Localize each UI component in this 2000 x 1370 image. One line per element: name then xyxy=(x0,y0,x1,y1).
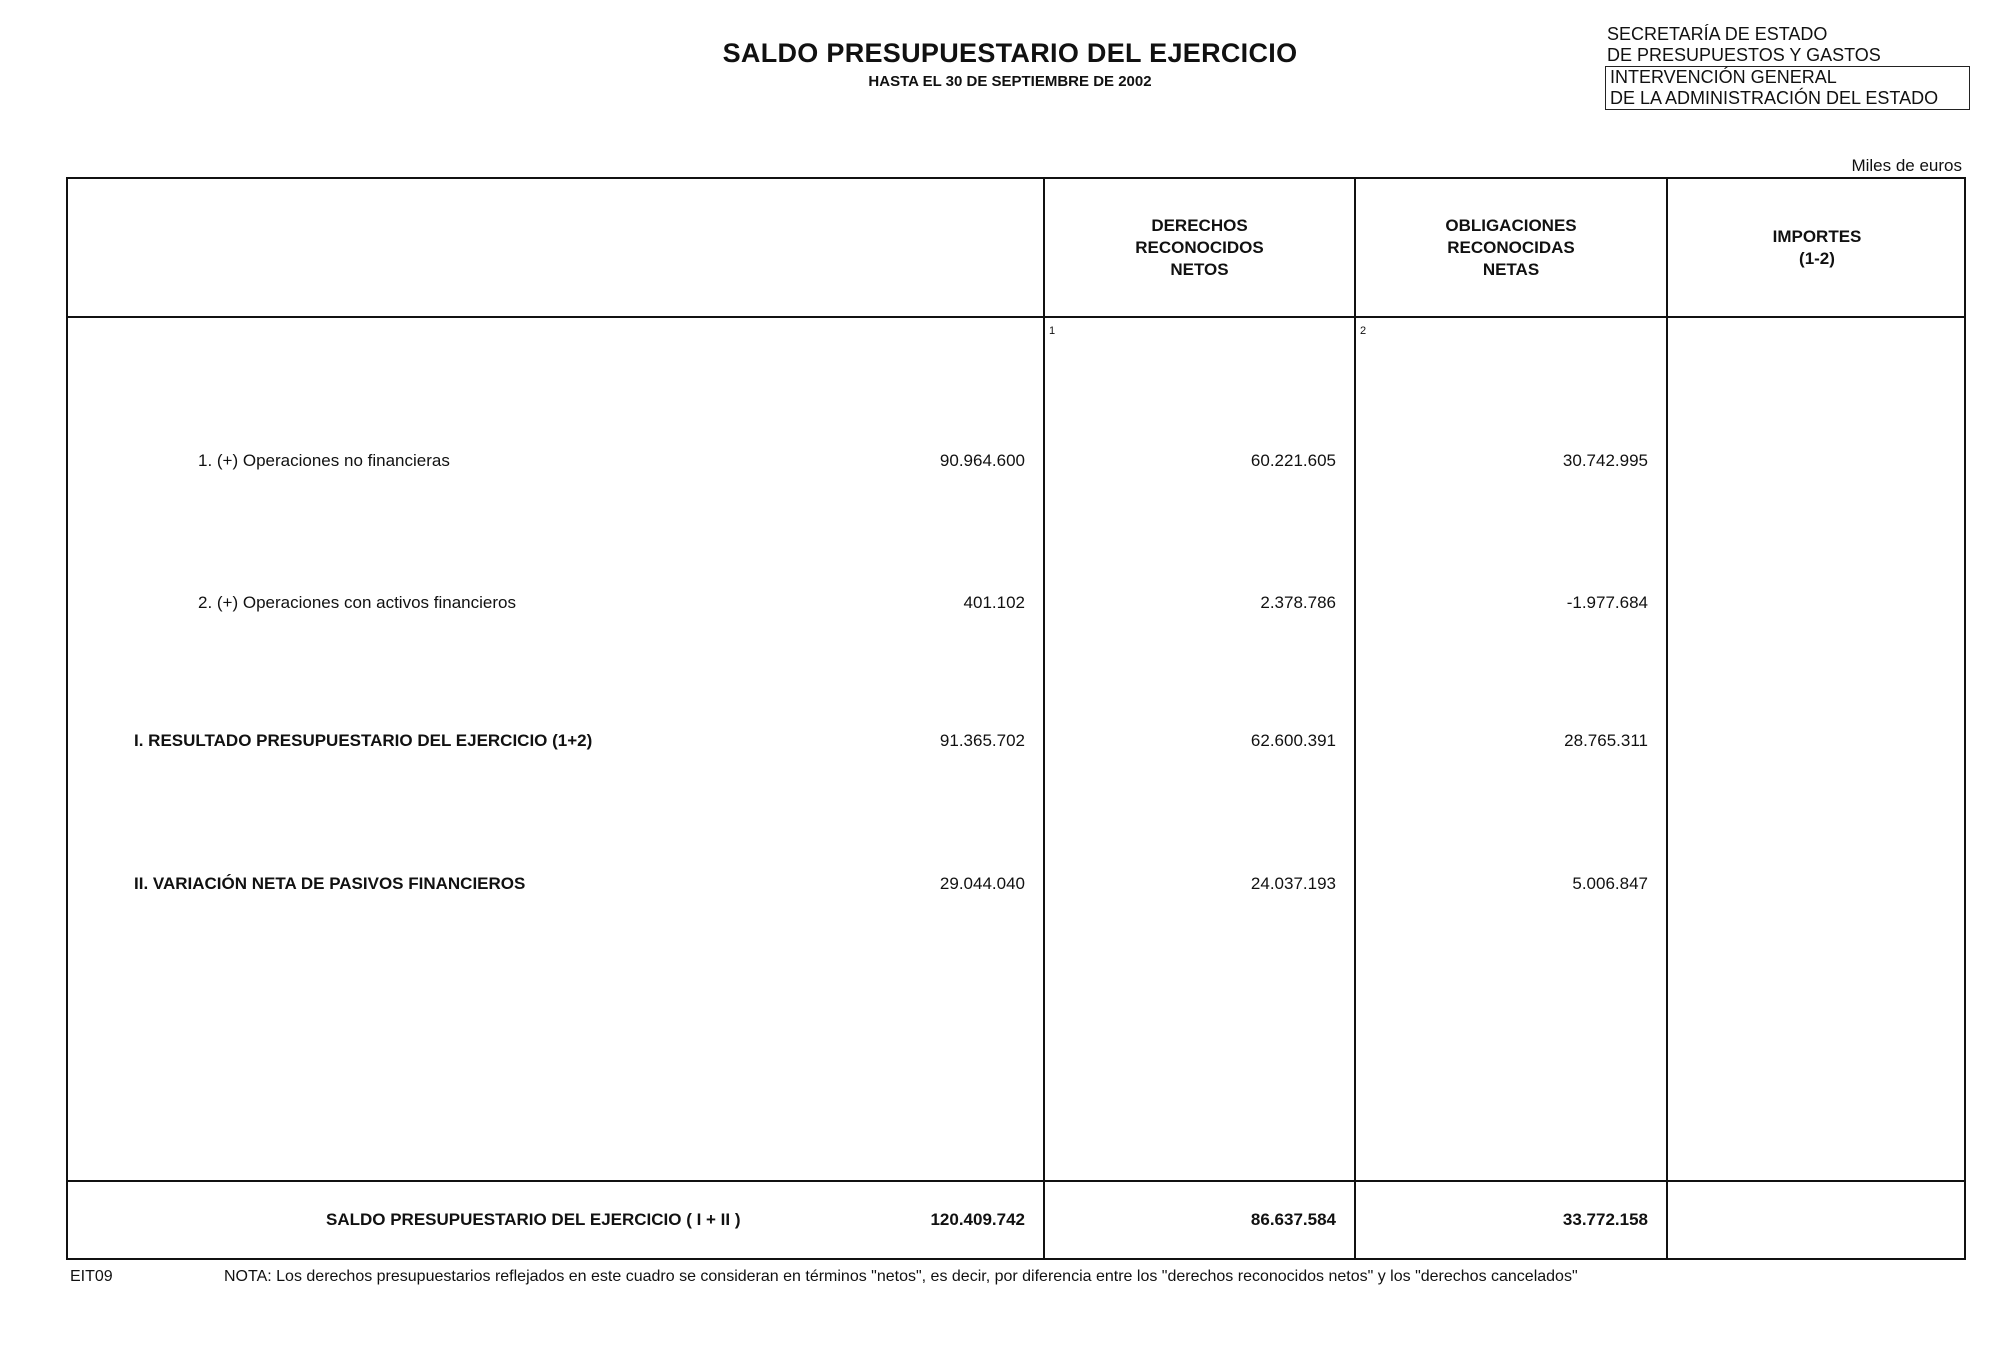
table-cell: 90.964.600 xyxy=(939,451,1025,470)
page-title: SALDO PRESUPUESTARIO DEL EJERCICIO xyxy=(722,38,1298,68)
total-label: SALDO PRESUPUESTARIO DEL EJERCICIO ( I + II ) xyxy=(326,1210,741,1229)
table-cell: 28.765.311 xyxy=(1564,731,1648,750)
col-header-line: RECONOCIDOS xyxy=(1135,237,1264,257)
col-header-line: RECONOCIDAS xyxy=(1447,237,1575,257)
table-cell: 401.102 xyxy=(963,593,1025,612)
total-cell: 33.772.158 xyxy=(1562,1210,1648,1229)
footer-code: EIT09 xyxy=(70,1268,113,1285)
col-header-line: IMPORTES xyxy=(1772,226,1862,246)
col-header-line: NETAS xyxy=(1482,259,1540,279)
table-cell: 2.378.786 xyxy=(1260,593,1336,612)
col-header-line: (1-2) xyxy=(1799,248,1835,268)
table-cell: 30.742.995 xyxy=(1562,451,1648,470)
agency-box xyxy=(1605,67,1970,110)
col-header-line: DERECHOS xyxy=(1151,215,1248,235)
column-header-importes xyxy=(1668,179,1966,316)
agency-line-3: INTERVENCIÓN GENERAL xyxy=(1610,67,1837,87)
agency-line-4: DE LA ADMINISTRACIÓN DEL ESTADO xyxy=(1610,88,1939,108)
table-cell: -1.977.684 xyxy=(1566,593,1648,612)
total-cell: 120.409.742 xyxy=(930,1210,1025,1229)
table-cell: 62.600.391 xyxy=(1250,731,1336,750)
column-number-1: 1 xyxy=(1049,325,1056,337)
total-divider xyxy=(68,1180,1964,1182)
table-cell: 60.221.605 xyxy=(1250,451,1336,470)
table-cell: 29.044.040 xyxy=(939,874,1025,893)
row-label-operaciones-activos: 2. (+) Operaciones con activos financieros xyxy=(198,593,516,612)
column-header-obligaciones xyxy=(1356,179,1666,316)
table-cell: 24.037.193 xyxy=(1250,874,1336,893)
col-header-line: OBLIGACIONES xyxy=(1445,215,1577,235)
row-label-operaciones-no-financieras: 1. (+) Operaciones no financieras xyxy=(198,451,450,470)
column-divider xyxy=(1666,179,1668,1258)
agency-block xyxy=(1605,24,1970,110)
footer-note: NOTA: Los derechos presupuestarios reflejados en este cuadro se consideran en términos "netos", es decir, por diferencia entre los "derechos reconocidos netos" y los "derechos cancelados" xyxy=(224,1268,1578,1285)
table-cell: 5.006.847 xyxy=(1572,874,1648,893)
column-header-derechos xyxy=(1045,179,1354,316)
agency-line-1: SECRETARÍA DE ESTADO xyxy=(1607,24,1828,44)
budget-table xyxy=(66,177,1966,1260)
table-cell: 91.365.702 xyxy=(939,731,1025,750)
header-divider xyxy=(68,316,1964,318)
row-label-resultado-presupuestario: I. RESULTADO PRESUPUESTARIO DEL EJERCICIO (1+2) xyxy=(134,731,593,750)
column-number-2: 2 xyxy=(1360,325,1367,337)
agency-line-2: DE PRESUPUESTOS Y GASTOS xyxy=(1605,45,1970,67)
column-divider xyxy=(1354,179,1356,1258)
column-divider xyxy=(1043,179,1045,1258)
col-header-line: NETOS xyxy=(1170,259,1229,279)
total-cell: 86.637.584 xyxy=(1250,1210,1336,1229)
units-label: Miles de euros xyxy=(1851,156,1962,175)
page-subtitle: HASTA EL 30 DE SEPTIEMBRE DE 2002 xyxy=(868,73,1152,90)
row-label-variacion-pasivos: II. VARIACIÓN NETA DE PASIVOS FINANCIEROS xyxy=(134,874,526,893)
